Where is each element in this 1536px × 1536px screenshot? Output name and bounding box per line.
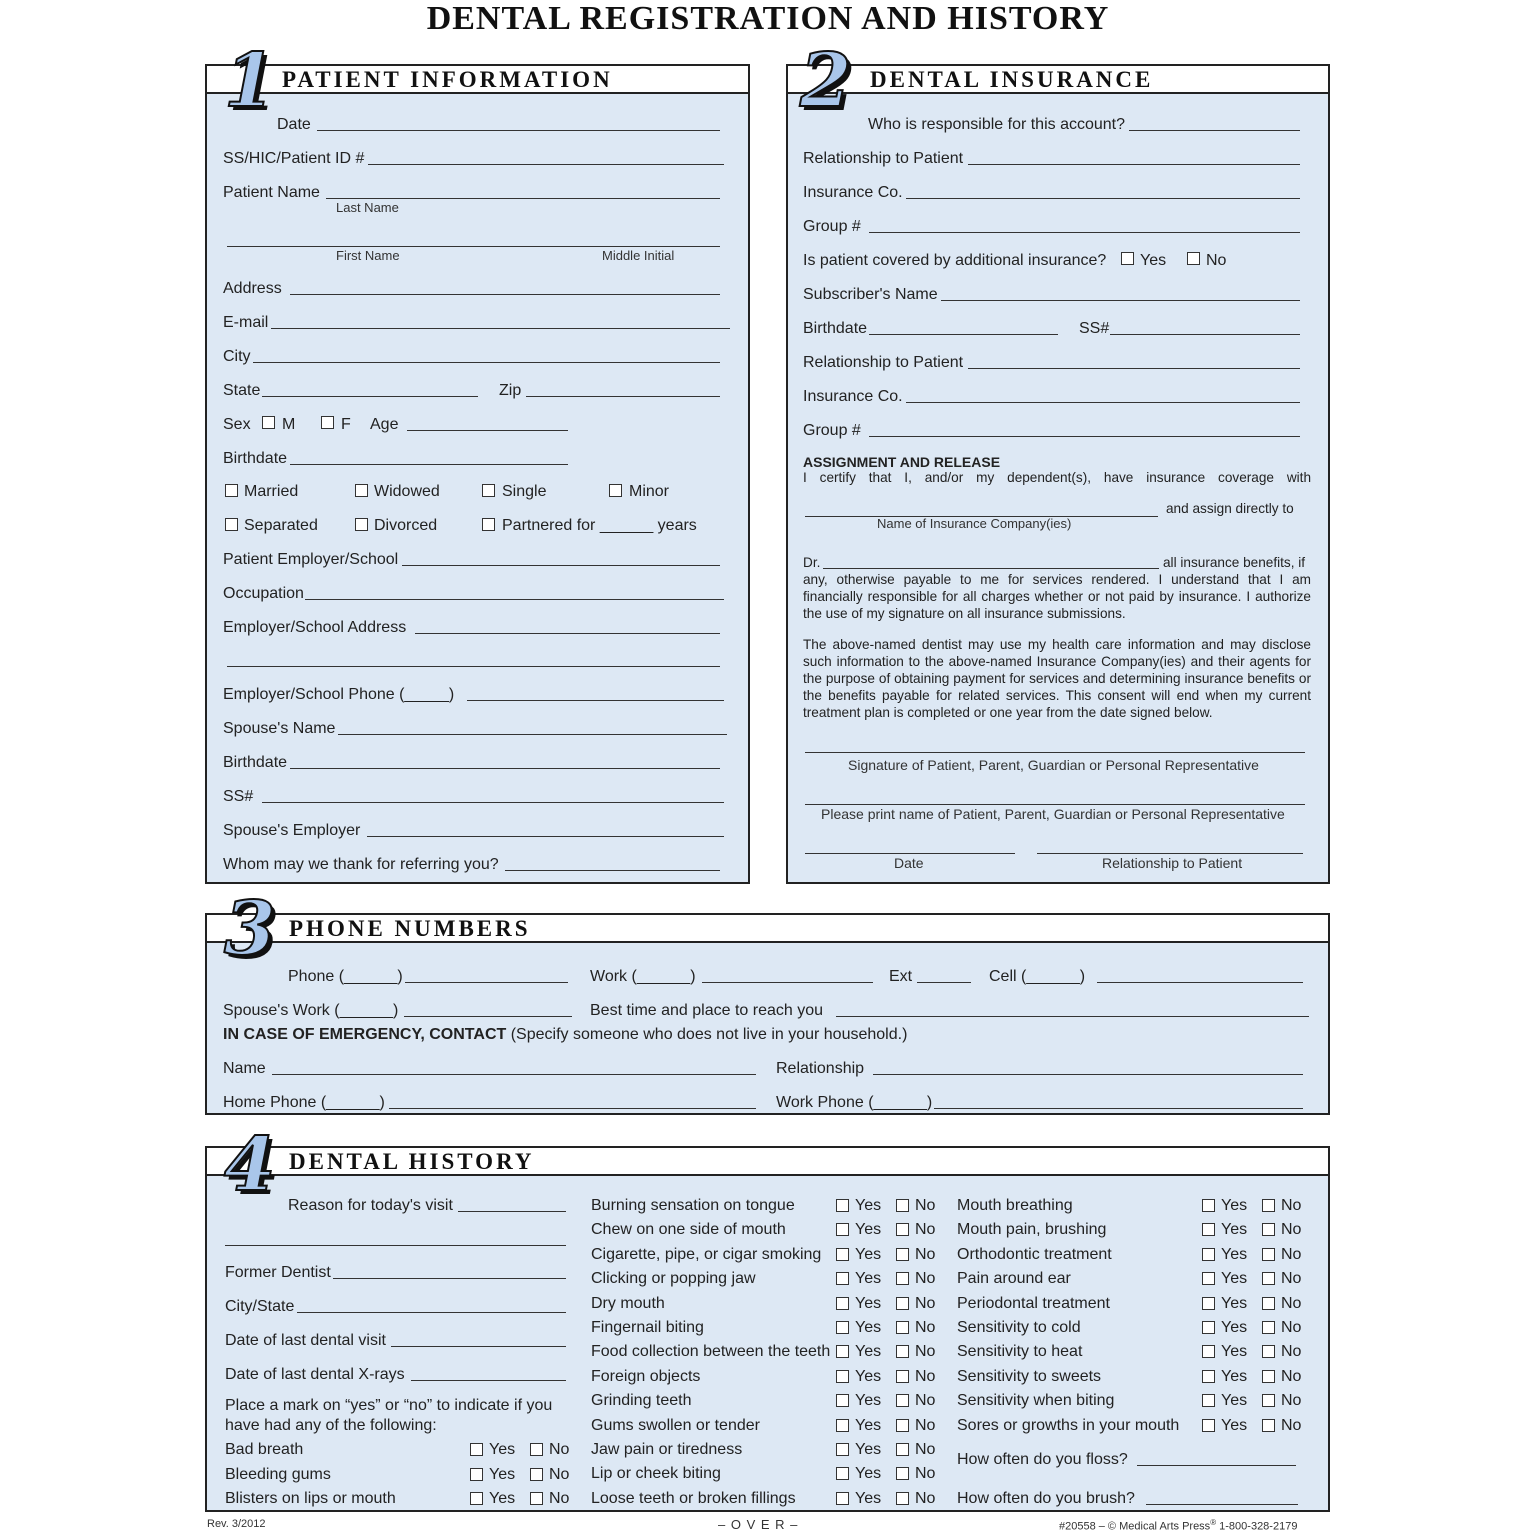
email-label: E-mail [223,314,269,331]
no-label: No [915,1245,936,1263]
publisher-credit [1059,1518,1297,1533]
city-field[interactable] [253,362,720,363]
address-field[interactable] [290,294,720,295]
sex-f-label: F [341,416,351,433]
signature-date-field[interactable] [805,853,1015,854]
no-label: No [1281,1392,1302,1410]
no-checkbox[interactable] [896,1272,909,1285]
section-title: PATIENT INFORMATION [282,67,613,92]
yes-checkbox[interactable] [836,1199,849,1212]
employer-phone-field[interactable] [467,700,724,701]
emergency-name-field[interactable] [272,1074,756,1075]
reason-label: Reason for today's visit [288,1197,453,1214]
relationship2-label: Relationship to Patient [803,354,964,371]
section-number-badge: 4 [224,1122,276,1208]
subscriber-ss-label: SS# [1079,320,1110,337]
condition-label: Dry mouth [591,1294,665,1312]
section-number-badge: 1 [224,38,276,124]
phone-label: Phone (______) [288,968,403,985]
emergency-heading [223,1026,907,1044]
yes-checkbox[interactable] [1202,1345,1215,1358]
date-field[interactable] [317,130,720,131]
yes-label: Yes [855,1270,882,1288]
sex-label: Sex [223,416,251,433]
publisher-code: #20558 – © Medical Arts Press [1059,1520,1211,1533]
company-names-caption: Name of Insurance Company(ies) [877,516,1072,531]
condition-label: Jaw pain or tiredness [591,1441,743,1458]
subscriber-label: Subscriber's Name [803,286,938,303]
yes-checkbox[interactable] [1202,1199,1215,1212]
financial-responsibility-text: any, otherwise payable to me for services rendered. I understand that I am financially responsible for all charges whether or not paid by insurance. I authorize the use of my signature on all insurance submissions. [803,572,1311,621]
signature-field[interactable] [805,752,1305,753]
yes-checkbox[interactable] [836,1321,849,1334]
section-header [207,1148,1328,1176]
signature-date-caption: Date [894,855,924,871]
address-label: Address [223,280,282,297]
yes-label: Yes [1221,1367,1248,1385]
section-title: DENTAL INSURANCE [870,67,1154,92]
cell-field[interactable] [1097,982,1303,983]
spouse-employer-field[interactable] [367,836,724,837]
widowed-checkbox[interactable] [355,484,368,497]
work-field[interactable] [702,982,873,983]
group2-field[interactable] [869,436,1300,437]
no-label: No [1281,1367,1302,1385]
condition-label: Mouth pain, brushing [957,1221,1107,1239]
section-header [207,915,1328,943]
referral-field[interactable] [505,870,720,871]
yes-checkbox[interactable] [836,1248,849,1261]
dr-label: Dr. [803,555,821,570]
no-checkbox[interactable] [896,1467,909,1480]
condition-label: Pain around ear [957,1270,1071,1288]
no-checkbox[interactable] [1262,1297,1275,1310]
condition-label: Orthodontic treatment [957,1245,1112,1263]
single-checkbox[interactable] [482,484,495,497]
revision-date: Rev. 3/2012 [207,1518,266,1530]
yes-checkbox[interactable] [836,1370,849,1383]
assignment-title: ASSIGNMENT AND RELEASE [803,454,1001,470]
spouse-work-label: Spouse's Work (______) [223,1002,399,1019]
spouse-employer-label: Spouse's Employer [223,822,361,839]
section-number-badge: 3 [224,886,276,972]
no-label: No [549,1441,570,1458]
zip-label: Zip [499,382,522,399]
section-number-badge: 2 [800,38,852,124]
middle-initial-caption: Middle Initial [602,248,675,263]
condition-label: Foreign objects [591,1367,701,1385]
yes-label: Yes [855,1367,882,1385]
no-label: No [915,1319,936,1336]
no-label: No [915,1489,936,1507]
form-title: DENTAL REGISTRATION AND HISTORY [426,0,1110,37]
yes-label: Yes [1221,1416,1248,1434]
emergency-relationship-label: Relationship [776,1060,865,1077]
no-label: No [1281,1270,1302,1288]
relationship2-field[interactable] [968,368,1300,369]
condition-label: Mouth breathing [957,1197,1073,1214]
group-field[interactable] [869,232,1300,233]
yes-label: Yes [489,1490,516,1507]
no-label: No [1281,1294,1302,1312]
print-name-field[interactable] [805,804,1305,805]
no-label: No [1281,1343,1302,1361]
best-time-field[interactable] [836,1016,1309,1017]
publisher-phone: 1-800-328-2179 [1216,1520,1298,1533]
yes-label: Yes [855,1416,882,1434]
signer-relationship-caption: Relationship to Patient [1102,855,1243,871]
relationship-label: Relationship to Patient [803,150,964,167]
dentist-name-field[interactable] [823,568,1159,569]
condition-label: Bleeding gums [225,1465,331,1483]
no-label: No [1281,1416,1302,1434]
sex-m-checkbox[interactable] [262,416,275,429]
phone-field[interactable] [405,982,568,983]
emergency-name-label: Name [223,1060,266,1077]
referral-label: Whom may we thank for referring you? [223,856,499,873]
no-label: No [915,1392,936,1410]
condition-label: Gums swollen or tender [591,1416,760,1434]
emergency-bold: IN CASE OF EMERGENCY, CONTACT [223,1026,507,1043]
over-indicator: – O V E R – [718,1517,799,1532]
spouse-name-label: Spouse's Name [223,720,336,737]
partnered-checkbox[interactable] [482,518,495,531]
no-label: No [549,1465,570,1483]
insurance-company-label: Insurance Co. [803,184,903,201]
condition-label: Sensitivity to heat [957,1343,1083,1361]
divorced-checkbox[interactable] [355,518,368,531]
first-name-field[interactable] [227,246,720,247]
best-time-label: Best time and place to reach you [590,1002,824,1019]
yes-checkbox[interactable] [836,1443,849,1456]
yes-checkbox[interactable] [1202,1297,1215,1310]
last-name-field[interactable] [326,198,720,199]
yes-checkbox[interactable] [470,1443,483,1456]
yes-label: Yes [1221,1221,1248,1239]
additional-insurance-label: Is patient covered by additional insurance? [803,252,1107,269]
employer-address-field[interactable] [415,633,720,634]
group2-label: Group # [803,422,861,439]
yes-label: Yes [855,1489,882,1507]
reason-field[interactable] [458,1211,566,1212]
yes-label: Yes [855,1319,882,1336]
subscriber-birthdate-field[interactable] [869,334,1058,335]
yes-checkbox[interactable] [1202,1394,1215,1407]
minor-label: Minor [629,483,670,500]
no-checkbox[interactable] [530,1468,543,1481]
signer-relationship-field[interactable] [1037,853,1303,854]
yes-label: Yes [1221,1197,1248,1214]
no-checkbox[interactable] [1262,1394,1275,1407]
spouse-name-field[interactable] [338,734,727,735]
yes-label: Yes [1221,1294,1248,1312]
last-visit-label: Date of last dental visit [225,1332,386,1349]
yes-label: Yes [489,1441,516,1458]
emergency-relationship-field[interactable] [873,1074,1303,1075]
zip-field[interactable] [526,396,720,397]
spouse-work-field[interactable] [404,1016,572,1017]
former-dentist-field[interactable] [333,1278,566,1279]
yes-label: Yes [855,1465,882,1483]
separated-label: Separated [244,517,318,534]
yes-checkbox[interactable] [836,1492,849,1505]
no-label: No [1281,1197,1302,1214]
condition-label: Fingernail biting [591,1319,704,1336]
yes-checkbox[interactable] [836,1467,849,1480]
employer-address-field-2[interactable] [227,666,720,667]
no-label: No [915,1441,936,1458]
emergency-note: (Specify someone who does not live in your household.) [506,1026,908,1043]
city-state-label: City/State [225,1298,295,1315]
condition-label: Grinding teeth [591,1392,692,1410]
yes-checkbox[interactable] [836,1297,849,1310]
no-checkbox[interactable] [896,1297,909,1310]
married-checkbox[interactable] [225,484,238,497]
insurance-company-field[interactable] [906,198,1300,199]
signature-caption: Signature of Patient, Parent, Guardian or Personal Representative [848,757,1259,773]
no-label: No [1281,1221,1302,1239]
group-label: Group # [803,218,861,235]
patient-name-label: Patient Name [223,184,320,201]
yes-checkbox[interactable] [1202,1248,1215,1261]
yes-label: Yes [855,1245,882,1263]
email-field[interactable] [271,328,730,329]
subscriber-birthdate-label: Birthdate [803,320,868,337]
state-field[interactable] [262,396,478,397]
yes-label: Yes [1221,1245,1248,1263]
cell-label: Cell (______) [989,968,1086,985]
no-checkbox[interactable] [896,1223,909,1236]
yes-label: Yes [1221,1392,1248,1410]
yes-label: Yes [1221,1343,1248,1361]
former-dentist-label: Former Dentist [225,1264,331,1281]
home-phone-label: Home Phone (______) [223,1094,385,1111]
employer-field[interactable] [402,565,720,566]
no-label: No [915,1465,936,1483]
floss-field[interactable] [1137,1465,1296,1466]
additional-yes-label: Yes [1140,252,1167,269]
no-checkbox[interactable] [1262,1223,1275,1236]
yes-checkbox[interactable] [1202,1223,1215,1236]
yes-checkbox[interactable] [470,1468,483,1481]
responsible-field[interactable] [1129,130,1300,131]
no-checkbox[interactable] [896,1419,909,1432]
work-phone-label: Work Phone (______) [776,1094,933,1111]
print-name-caption: Please print name of Patient, Parent, Guardian or Personal Representative [821,806,1285,822]
no-checkbox[interactable] [530,1492,543,1505]
no-label: No [1281,1319,1302,1336]
last-name-caption: Last Name [336,200,399,215]
first-name-caption: First Name [336,248,400,263]
last-visit-field[interactable] [391,1346,566,1347]
insurance-company2-field[interactable] [906,402,1300,403]
ssid-field[interactable] [368,164,724,165]
yes-checkbox[interactable] [1202,1321,1215,1334]
condition-label: Sensitivity when biting [957,1392,1115,1410]
no-label: No [915,1367,936,1385]
no-label: No [1281,1245,1302,1263]
yes-label: Yes [1221,1319,1248,1336]
no-label: No [915,1416,936,1434]
work-label: Work (______) [590,968,696,985]
condition-label: Food collection between the teeth [591,1343,831,1361]
divorced-label: Divorced [374,517,438,534]
condition-label: Blisters on lips or mouth [225,1490,396,1507]
certify-text: I certify that I, and/or my dependent(s), have insurance coverage with [803,470,1311,485]
spouse-ss-field[interactable] [262,802,724,803]
last-xrays-field[interactable] [411,1380,566,1381]
yes-checkbox[interactable] [836,1394,849,1407]
yes-checkbox[interactable] [1202,1370,1215,1383]
yes-checkbox[interactable] [836,1272,849,1285]
no-label: No [915,1343,936,1361]
home-phone-field[interactable] [389,1108,756,1109]
no-checkbox[interactable] [896,1394,909,1407]
no-checkbox[interactable] [896,1321,909,1334]
condition-label: Cigarette, pipe, or cigar smoking [591,1245,822,1263]
no-label: No [915,1221,936,1239]
assign-directly-text: and assign directly to [1166,501,1294,516]
separated-checkbox[interactable] [225,518,238,531]
no-checkbox[interactable] [896,1370,909,1383]
instruction-line-1: Place a mark on “yes” or “no” to indicate if you [225,1397,553,1414]
brush-field[interactable] [1146,1504,1298,1505]
responsible-label: Who is responsible for this account? [868,116,1126,133]
no-label: No [915,1197,936,1214]
condition-label: Sensitivity to sweets [957,1367,1102,1385]
brush-label: How often do you brush? [957,1490,1135,1507]
spouse-birthdate-label: Birthdate [223,754,288,771]
condition-label: Sensitivity to cold [957,1319,1081,1336]
yes-label: Yes [855,1197,882,1214]
no-checkbox[interactable] [1262,1370,1275,1383]
age-field[interactable] [407,430,568,431]
no-checkbox[interactable] [1262,1199,1275,1212]
last-xrays-label: Date of last dental X-rays [225,1366,405,1383]
condition-label: Lip or cheek biting [591,1465,721,1483]
relationship-field[interactable] [968,164,1300,165]
yes-label: Yes [1221,1270,1248,1288]
age-label: Age [370,416,399,433]
ext-label: Ext [889,968,913,985]
state-label: State [223,382,261,399]
condition-label: Clicking or popping jaw [591,1270,756,1288]
married-label: Married [244,483,299,500]
condition-label: Chew on one side of mouth [591,1221,786,1239]
yes-label: Yes [489,1465,516,1483]
no-checkbox[interactable] [896,1492,909,1505]
no-checkbox[interactable] [530,1443,543,1456]
no-checkbox[interactable] [896,1199,909,1212]
minor-checkbox[interactable] [609,484,622,497]
condition-label: Loose teeth or broken fillings [591,1489,796,1507]
no-checkbox[interactable] [1262,1321,1275,1334]
floss-label: How often do you floss? [957,1451,1128,1468]
consent-text: The above-named dentist may use my health care information and may disclose such information to the above-named Insurance Company(ies) and their agents for the purpose of obtaining payment for services and determining insurance benefits or the benefits payable for related services. This consent will end when my current treatment plan is completed or one year from the date signed below. [803,637,1311,720]
birthdate-label: Birthdate [223,450,288,467]
no-checkbox[interactable] [1262,1248,1275,1261]
yes-checkbox[interactable] [470,1492,483,1505]
city-label: City [223,348,251,365]
yes-label: Yes [855,1392,882,1410]
no-checkbox[interactable] [1262,1272,1275,1285]
yes-checkbox[interactable] [1202,1419,1215,1432]
condition-label: Sores or growths in your mouth [957,1416,1180,1434]
subscriber-ss-field[interactable] [1110,334,1300,335]
yes-label: Yes [855,1221,882,1239]
all-benefits-text: all insurance benefits, if [1163,555,1306,570]
yes-checkbox[interactable] [1202,1272,1215,1285]
no-label: No [915,1270,936,1288]
ssid-label: SS/HIC/Patient ID # [223,150,365,167]
condition-label: Burning sensation on tongue [591,1197,795,1214]
sex-m-label: M [282,416,296,433]
employer-label: Patient Employer/School [223,551,399,568]
section-header [788,66,1328,94]
spouse-birthdate-field[interactable] [290,768,720,769]
instruction-line-2: have had any of the following: [225,1417,437,1434]
occupation-field[interactable] [305,599,724,600]
single-label: Single [502,483,547,500]
yes-label: Yes [855,1343,882,1361]
condition-label: Periodontal treatment [957,1294,1110,1312]
section-header [207,66,748,94]
section-title: DENTAL HISTORY [289,1149,535,1174]
additional-no-label: No [1206,252,1227,269]
yes-checkbox[interactable] [836,1419,849,1432]
additional-yes-checkbox[interactable] [1121,252,1134,265]
employer-phone-label: Employer/School Phone (_____) [223,686,455,703]
no-label: No [549,1490,570,1507]
no-checkbox[interactable] [896,1443,909,1456]
birthdate-field[interactable] [290,464,568,465]
yes-label: Yes [855,1294,882,1312]
subscriber-field[interactable] [941,300,1300,301]
section-title: PHONE NUMBERS [289,916,531,941]
no-label: No [915,1294,936,1312]
insurance-company2-label: Insurance Co. [803,388,903,405]
city-state-field[interactable] [297,1312,566,1313]
employer-address-label: Employer/School Address [223,619,407,636]
reason-field-2[interactable] [225,1245,566,1246]
yes-checkbox[interactable] [836,1345,849,1358]
no-checkbox[interactable] [1262,1419,1275,1432]
yes-label: Yes [855,1441,882,1458]
no-checkbox[interactable] [1262,1345,1275,1358]
sex-f-checkbox[interactable] [321,416,334,429]
no-checkbox[interactable] [896,1248,909,1261]
date-label: Date [277,116,311,133]
widowed-label: Widowed [374,483,440,500]
additional-no-checkbox[interactable] [1187,252,1200,265]
no-checkbox[interactable] [896,1345,909,1358]
condition-label: Bad breath [225,1441,304,1458]
occupation-label: Occupation [223,585,304,602]
registered-mark: ® [1210,1518,1217,1527]
spouse-ss-label: SS# [223,788,254,805]
work-phone-field[interactable] [934,1108,1303,1109]
yes-checkbox[interactable] [836,1223,849,1236]
ext-field[interactable] [917,982,971,983]
partnered-label: Partnered for ______ years [502,517,697,534]
